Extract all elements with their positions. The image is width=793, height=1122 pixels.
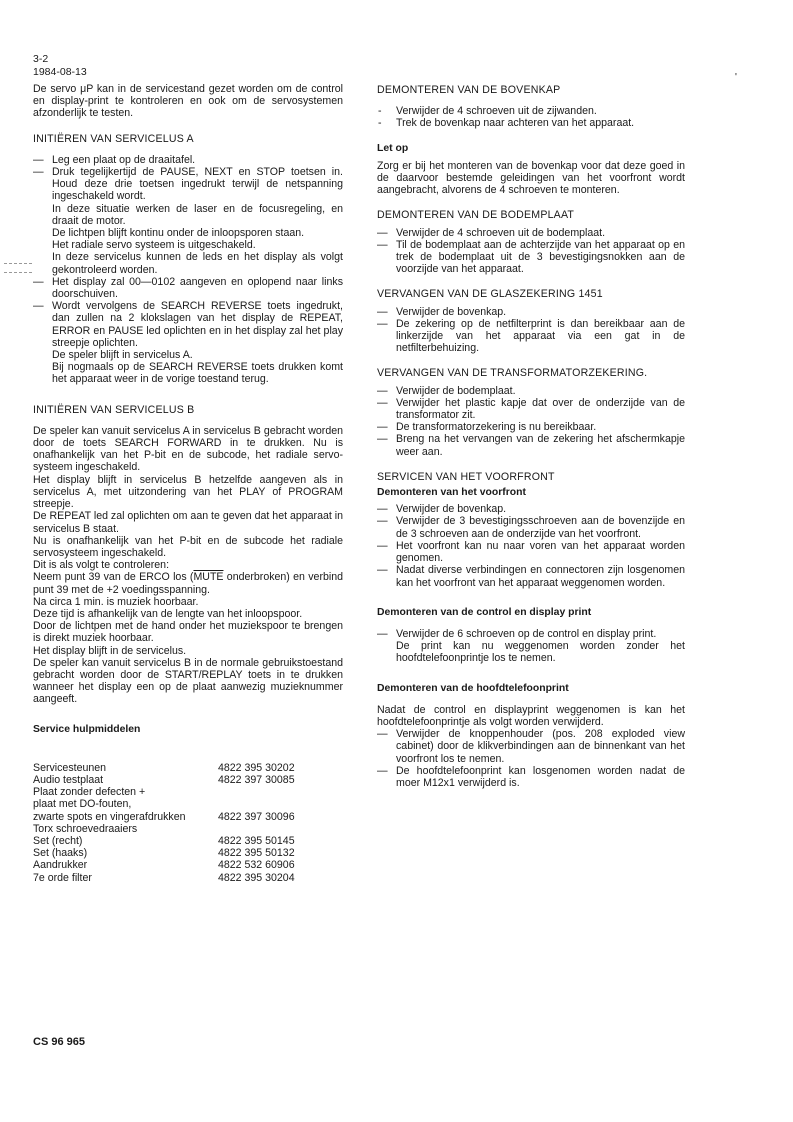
tool-name: plaat met DO-fouten, [33,798,132,811]
table-row [33,786,295,798]
table-row [33,798,295,810]
tool-name: Set (haaks) [33,847,88,860]
list-item: — Verwijder de 3 bevestigingsschroeven aan de bovenzijde en de 3 schroeven aan de onderzijde van het voorfront. [377,515,685,539]
tool-name: zwarte spots en vingerafdrukken [33,810,186,823]
list-item: - Trek de bovenkap naar achteren van het apparaat. [377,117,685,129]
list-item [377,628,685,665]
tool-code: 4822 397 30096 [218,810,295,823]
hoofdtelefoonprint-steps [377,728,685,789]
list-item [33,300,343,385]
bovenkap-steps [377,105,685,129]
continuation-text: De lichtpen blijft kontinu onder de inloopsporen staan. [52,227,305,240]
list-item: — Verwijder de bodemplaat. [377,385,685,397]
list-item: — Verwijder de bovenkap. [377,503,685,515]
list-item-text: Verwijder de 6 schroeven op de control en display print. [396,627,657,640]
paragraph: Nadat de control en displayprint weggenomen is kan het hoofdtelefoonprintje als volgt worden verwijderd. [377,703,685,728]
intro-paragraph: De servo μP kan in de servicestand gezet worden om de control en display-print te kontroleren en ook om de servosystemen afzonderlijk te testen. [33,83,343,120]
control-print-steps [377,628,685,665]
left-column [33,83,343,884]
voorfront-steps [377,503,685,588]
continuation-text: De print kan nu weggenomen worden zonder het hoofdtelefoonprintje los te nemen. [396,640,685,665]
table-row [33,823,295,835]
paragraph [33,571,343,595]
paragraph: De speler kan vanuit servicelus A in servicelus B gebracht worden door de toets SEARCH FORWARD in te drukken. Nu is onafhankelijk van het P-bit en de subcode, het radiale servo-systeem ingeschakeld. [33,424,343,474]
tool-name: Set (recht) [33,834,83,847]
list-item: — Nadat diverse verbindingen en connectoren zijn losgenomen kan het voorfront van het apparaat weggenomen worden. [377,564,685,588]
list-item: — Verwijder het plastic kapje dat over de onderzijde van de transformator zit. [377,397,685,421]
section-title-bovenkap: DEMONTEREN VAN DE BOVENKAP [377,84,561,96]
tools-table [33,762,295,884]
glaszekering-steps [377,306,685,355]
document-date: 1984-08-13 [33,66,87,78]
list-item: — De transformatorzekering is nu bereikbaar. [377,421,685,433]
text-span: Neem punt 39 van de ERCO los ( [33,571,194,584]
let-op-text: Zorg er bij het monteren van de bovenkap voor dat deze goed in de daarvoor bestemde geleidingen van het voorfront wordt aangebracht, alvorens de 4 schroeven te monteren. [377,159,685,197]
tool-code [218,798,295,810]
tool-code: 4822 395 50132 [218,847,295,860]
continuation-text: Het radiale servo systeem is uitgeschakeld. [52,239,256,252]
subsection-title-control-print: Demonteren van de control en display print [377,606,592,618]
list-item: — Leg een plaat op de draaitafel. [33,154,343,166]
subsection-title-voorfront: Demonteren van het voorfront [377,487,526,499]
table-row [33,835,295,847]
list-item: — De hoofdtelefoonprint kan losgenomen worden nadat de moer M12x1 verwijderd is. [377,765,685,789]
tool-code [218,823,295,835]
right-column [377,84,685,789]
paragraph: De speler kan vanuit servicelus B in de normale gebruikstoestand gebracht worden door de START/REPLAY toets in te drukken wanneer het display een op de plaat aanwezig muzieknummer aangeeft. [33,656,343,706]
paragraph: Nu is onafhankelijk van het P-bit en de subcode het radiale servosysteem ingeschakeld. [33,534,343,559]
continuation-text: Bij nogmaals op de SEARCH REVERSE toets drukken komt het apparaat weer in de vorige toestand terug. [52,361,343,386]
list-item: — De zekering op de netfilterprint is dan bereikbaar aan de linkerzijde van het apparaat via een gat in de netfilterbehuizing. [377,318,685,355]
list-item: — Verwijder de knoppenhouder (pos. 208 exploded view cabinet) door de klikverbindingen aan de binnenkant van het voorfront los te nemen. [377,728,685,765]
page-number: 3-2 [33,53,49,65]
tool-name: Plaat zonder defecten + [33,786,146,799]
tool-name: Torx schroevedraaiers [33,822,138,835]
margin-tick [4,272,32,273]
tools-title: Service hulpmiddelen [33,723,141,735]
section-title-voorfront: SERVICEN VAN HET VOORFRONT [377,470,555,483]
continuation-text: De speler blijft in servicelus A. [52,349,193,362]
tool-name: Audio testplaat [33,773,104,786]
tool-code: 4822 397 30085 [218,773,295,786]
section-title-servicelus-a: INITIËREN VAN SERVICELUS A [33,132,194,145]
tool-name: Aandrukker [33,859,88,872]
list-item: — Breng na het vervangen van de zekering het afschermkapje weer aan. [377,433,685,457]
section-title-glaszekering: VERVANGEN VAN DE GLASZEKERING 1451 [377,288,603,301]
page-header [33,53,87,79]
table-row [33,762,295,774]
margin-tick [4,263,32,264]
continuation-text: In deze situatie werken de laser en de focusregeling, en draait de motor. [52,202,343,227]
tool-code [218,786,295,798]
list-item: — Het display zal 00—0102 aangeven en oplopend naar links doorschuiven. [33,276,343,300]
table-row [33,872,295,884]
paragraph: Door de lichtpen met de hand onder het muziekspoor te brengen is direkt muziek hoorbaar. [33,620,343,645]
paragraph: Het display blijft in de servicelus. [33,644,187,657]
list-item: — Het voorfront kan nu naar voren van het apparaat worden genomen. [377,540,685,564]
paragraph: Na circa 1 min. is muziek hoorbaar. [33,595,199,608]
paragraph: De REPEAT led zal oplichten om aan te geven dat het apparaat in servicelus B staat. [33,510,343,535]
subsection-title-hoofdtelefoonprint: Demonteren van de hoofdtelefoonprint [377,682,569,694]
section-title-bodemplaat: DEMONTEREN VAN DE BODEMPLAAT [377,209,575,222]
mute-signal: MUTE [193,571,224,584]
margin-mark: ' [735,72,737,83]
tool-code: 4822 532 60906 [218,859,295,872]
let-op-title: Let op [377,142,409,154]
list-item: - Verwijder de 4 schroeven uit de zijwanden. [377,105,685,117]
paragraph: Het display blijft in servicelus B hetzelfde aangeven als in servicelus A, met uitzondering van het PLAY of PROGRAM streepje. [33,473,343,511]
tool-name: Servicesteunen [33,761,107,774]
tool-code: 4822 395 50145 [218,834,295,847]
table-row [33,811,295,823]
table-row [33,859,295,871]
table-row [33,774,295,786]
tool-code: 4822 395 30204 [218,871,295,884]
paragraph: Deze tijd is afhankelijk van de lengte van het inloopspoor. [33,607,303,620]
list-item: — Til de bodemplaat aan de achterzijde van het apparaat op en trek de bodemplaat uit de 3 bevestigingsnokken aan de voorzijde van het apparaat. [377,239,685,276]
list-item: — Verwijder de bovenkap. [377,306,685,318]
list-item-text: Druk tegelijkertijd de PAUSE, NEXT en STOP toetsen in. Houd deze drie toetsen ingedrukt terwijl de netspanning ingeschakeld wordt. [52,166,343,203]
list-item: — Verwijder de 4 schroeven uit de bodemplaat. [377,227,685,239]
bodemplaat-steps [377,227,685,276]
section-title-servicelus-b: INITIËREN VAN SERVICELUS B [33,403,195,416]
continuation-text: In deze servicelus kunnen de leds en het display als volgt gekontroleerd worden. [52,251,343,276]
list-item-text: Wordt vervolgens de SEARCH REVERSE toets ingedrukt, dan zullen na 2 klokslagen van het display de REPEAT, ERROR en PAUSE led oplichten en in het display zal het play streepje oplichten. [52,300,343,349]
table-row [33,847,295,859]
tool-name: 7e orde filter [33,871,92,884]
servicelus-a-steps [33,154,343,386]
text-span: onderbroken) en verbind punt 39 met de +2 voedingsspanning. [33,571,343,596]
list-item [33,166,343,276]
document-code: CS 96 965 [33,1036,85,1048]
transformatorzekering-steps [377,385,685,458]
tool-code: 4822 395 30202 [218,761,295,774]
section-title-transformatorzekering: VERVANGEN VAN DE TRANSFORMATORZEKERING. [377,367,648,380]
paragraph: Dit is als volgt te controleren: [33,559,170,572]
